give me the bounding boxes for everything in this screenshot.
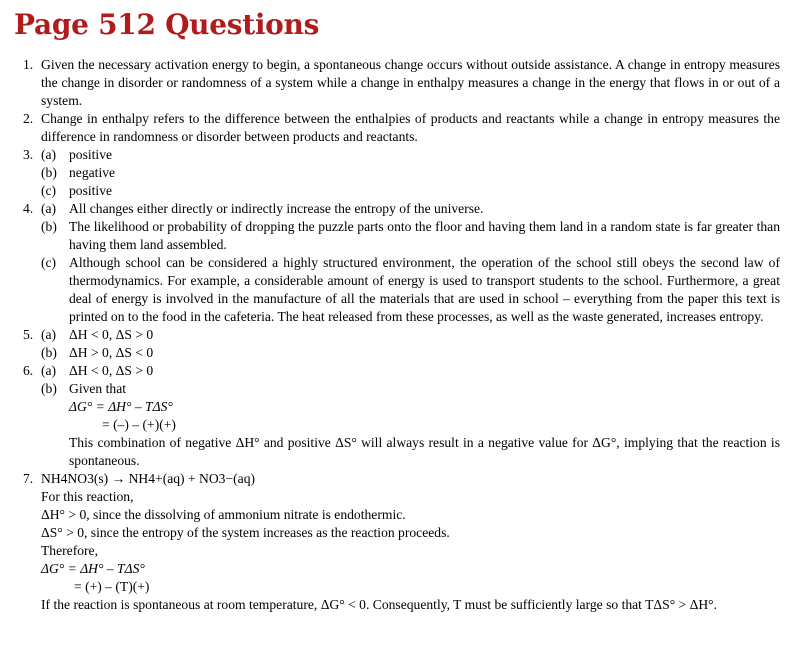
part-label: (a) xyxy=(41,363,57,378)
answer-text: negative xyxy=(69,165,116,180)
equation: = (+) – (T)(+) xyxy=(74,579,150,594)
question-number: 5. xyxy=(23,327,34,342)
answer-text: The likelihood or probability of dropping the puzzle parts onto the floor and having them land in a random state is far greater than having them land assembled. xyxy=(69,219,780,252)
part-label: (c) xyxy=(41,183,57,198)
answer-text: Given that xyxy=(69,381,127,396)
question-number: 6. xyxy=(23,363,34,378)
question-6b xyxy=(0,380,805,398)
part-label: (b) xyxy=(41,165,57,180)
answer-text: ΔH > 0, ΔS < 0 xyxy=(69,345,154,360)
question-number: 4. xyxy=(23,201,34,216)
question-6a xyxy=(0,362,805,380)
answer-text: For this reaction, xyxy=(41,489,134,504)
part-label: (a) xyxy=(41,327,57,342)
reaction-equation: NH4NO3(s) → NH4+(aq) + NO3−(aq) xyxy=(41,471,256,486)
part-label: (b) xyxy=(41,345,57,360)
question-1 xyxy=(0,56,805,110)
answer-text: All changes either directly or indirectly increase the entropy of the universe. xyxy=(69,201,484,216)
question-number: 7. xyxy=(23,471,34,486)
answer-list xyxy=(0,56,805,614)
question-3b xyxy=(0,164,805,182)
answer-text: ΔH < 0, ΔS > 0 xyxy=(69,327,154,342)
question-5a xyxy=(0,326,805,344)
answer-text: This combination of negative ΔH° and positive ΔS° will always result in a negative value for ΔG°, implying that the reaction is spontaneous. xyxy=(69,435,780,468)
answer-text: ΔH < 0, ΔS > 0 xyxy=(69,363,154,378)
question-3c xyxy=(0,182,805,200)
part-label: (b) xyxy=(41,219,57,234)
answer-text: Therefore, xyxy=(41,543,98,558)
question-number: 1. xyxy=(23,57,34,72)
question-5b xyxy=(0,344,805,362)
question-4b xyxy=(0,218,805,254)
equation: ΔG° = ΔH° – TΔS° xyxy=(69,399,173,414)
page-title: Page 512 Questions xyxy=(14,8,320,41)
answer-text: ΔH° > 0, since the dissolving of ammonium nitrate is endothermic. xyxy=(41,507,406,522)
answer-text: Although school can be considered a highly structured environment, the operation of the school still obeys the second law of thermodynamics. For example, a considerable amount of energy is used to transport students to the school. Furthermore, a great deal of energy is involved in the manufacture of all the materials that are used in school – everything from the paper this text is printed on to the food in the cafeteria. The heat released from these processes, as well as the waste generated, increases entropy. xyxy=(69,255,780,324)
answer-text: ΔS° > 0, since the entropy of the system increases as the reaction proceeds. xyxy=(41,525,450,540)
question-4c xyxy=(0,254,805,326)
question-number: 2. xyxy=(23,111,34,126)
answer-text: Change in enthalpy refers to the difference between the enthalpies of products and reactants while a change in entropy measures the difference in randomness or disorder between products and reactants. xyxy=(41,111,780,144)
question-2 xyxy=(0,110,805,146)
question-7 xyxy=(0,470,805,488)
answer-text: If the reaction is spontaneous at room temperature, ΔG° < 0. Consequently, T must be sufficiently large so that TΔS° > ΔH°. xyxy=(41,597,718,612)
part-label: (b) xyxy=(41,381,57,396)
part-label: (a) xyxy=(41,147,57,162)
answer-text: positive xyxy=(69,183,113,198)
equation: = (–) – (+)(+) xyxy=(102,417,176,432)
answer-text: positive xyxy=(69,147,113,162)
question-4a xyxy=(0,200,805,218)
equation: ΔG° = ΔH° – TΔS° xyxy=(41,561,145,576)
answer-text: Given the necessary activation energy to begin, a spontaneous change occurs without outside assistance. A change in entropy measures the change in disorder or randomness of a system while a change in enthalpy measures a change in the energy that flows in or out of a system. xyxy=(41,57,780,108)
part-label: (a) xyxy=(41,201,57,216)
question-number: 3. xyxy=(23,147,34,162)
question-3a xyxy=(0,146,805,164)
part-label: (c) xyxy=(41,255,57,270)
